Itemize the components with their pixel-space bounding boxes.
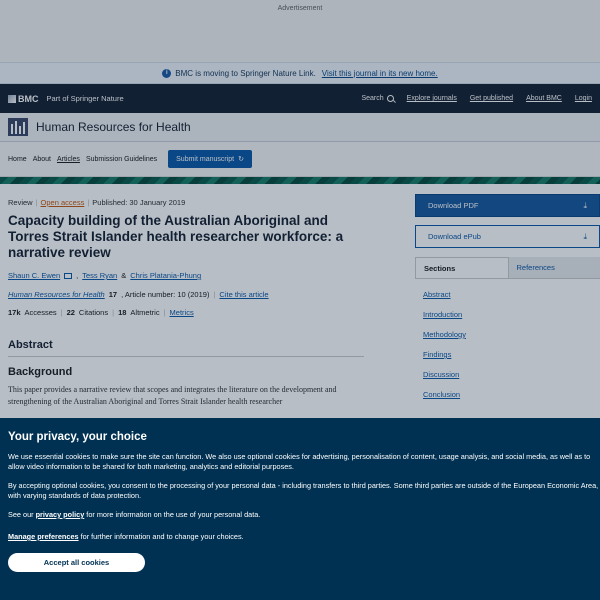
article-type: Review: [8, 198, 33, 207]
email-icon[interactable]: [64, 273, 72, 279]
citations-count: 22: [66, 308, 75, 317]
privacy-p3-pre: See our: [8, 510, 34, 519]
bmc-logo: [8, 94, 39, 104]
privacy-title: Your privacy, your choice: [8, 431, 147, 443]
migration-banner: [0, 62, 600, 84]
topnav-links: [361, 95, 592, 102]
subnav-submission-guidelines[interactable]: Submission Guidelines: [85, 155, 158, 163]
citations-label: Citations: [78, 308, 109, 317]
banner-link[interactable]: Visit this journal in its new home.: [321, 68, 438, 78]
subnav-about[interactable]: About: [32, 155, 51, 163]
published-date: Published: 30 January 2019: [92, 198, 186, 207]
accept-all-cookies-button[interactable]: Accept all cookies: [8, 553, 145, 572]
manage-text: for further information and to change your choices.: [80, 532, 244, 541]
cite-article-link[interactable]: Cite this article: [219, 290, 269, 299]
section-link-abstract[interactable]: Abstract: [423, 290, 451, 299]
article-sidebar: [415, 194, 600, 405]
article-title: Capacity building of the Australian Aboriginal and Torres Strait Islander health researcher workforce: a narrative review: [8, 213, 344, 260]
tab-sections[interactable]: Sections: [415, 257, 509, 278]
submit-label: Submit manuscript: [176, 155, 235, 163]
ad-bar: [0, 0, 600, 62]
nav-login[interactable]: Login: [574, 95, 592, 102]
nav-get-published[interactable]: Get published: [469, 95, 514, 102]
author-link[interactable]: Chris Platania-Phung: [130, 271, 202, 280]
journal-logo-icon[interactable]: [8, 118, 28, 136]
volume: 17: [108, 290, 118, 299]
banner-text: BMC is moving to Springer Nature Link.: [175, 68, 316, 78]
tab-references[interactable]: References: [509, 257, 600, 278]
search-label: Search: [361, 95, 384, 102]
privacy-paragraph-2: By accepting optional cookies, you consent to the processing of your personal data - including transfers to third parties. Some third parties are outside of the European Economic Area, with varying standards of data protection.: [8, 481, 599, 500]
author-list: Shaun C. Ewen , Tess Ryan & Chris Platania-Phung: [8, 271, 202, 280]
download-icon: ⤓: [583, 231, 587, 241]
external-link-icon: ↻: [238, 156, 244, 163]
download-icon: ⤓: [583, 200, 587, 210]
journal-subnav: [0, 142, 600, 177]
open-access-link[interactable]: Open access: [40, 198, 85, 207]
brand-name: BMC: [18, 93, 39, 104]
article-number: , Article number: 10 (2019): [121, 290, 210, 299]
section-link-methodology[interactable]: Methodology: [423, 330, 466, 339]
info-icon: i: [162, 69, 171, 78]
ad-label: Advertisement: [277, 5, 323, 12]
accesses-count: 17k: [8, 308, 21, 317]
article-metrics: 17k Accesses | 22 Citations | 18 Altmetric | Metrics: [8, 308, 194, 317]
part-of-label: Part of Springer Nature: [46, 94, 124, 103]
author-separator: &: [121, 271, 127, 280]
search-button[interactable]: [361, 95, 393, 102]
top-navigation: [0, 84, 600, 113]
section-link-findings[interactable]: Findings: [423, 350, 452, 359]
search-icon: [387, 95, 394, 102]
altmetric-count: 18: [118, 308, 127, 317]
section-link-conclusion[interactable]: Conclusion: [423, 390, 461, 399]
nav-explore-journals[interactable]: Explore journals: [406, 95, 457, 102]
brand[interactable]: [8, 94, 124, 104]
subnav-home[interactable]: Home: [8, 155, 27, 163]
manage-preferences-link[interactable]: Manage preferences: [8, 532, 79, 541]
manage-line: [8, 532, 592, 541]
cookie-consent-banner: [0, 418, 600, 600]
privacy-paragraph-3: [8, 510, 600, 520]
author-link[interactable]: Tess Ryan: [82, 271, 118, 280]
altmetric-label: Altmetric: [130, 308, 160, 317]
submit-manuscript-button[interactable]: [168, 150, 252, 168]
decorative-stripe: [0, 177, 600, 184]
download-epub-button[interactable]: [415, 225, 600, 248]
abstract-text: This paper provides a narrative review that scopes and integrates the literature on the development and strengthening of the Australian Aboriginal and Torres Strait Islander health researcher: [8, 385, 337, 406]
journal-header: [0, 113, 600, 142]
download-epub-label: Download ePub: [428, 232, 481, 241]
privacy-paragraph-1: We use essential cookies to make sure the site can function. We also use optional cookies for advertising, personalisation of content, usage analysis, and social media, as well as to allow video information to be shared for both marketing, analytics and editorial purposes.: [8, 452, 591, 471]
abstract-heading: Abstract: [8, 339, 364, 357]
sidebar-tabs: [415, 257, 600, 279]
article-main: [8, 198, 368, 408]
accesses-label: Accesses: [24, 308, 57, 317]
metrics-link[interactable]: Metrics: [169, 308, 194, 317]
section-list: [415, 285, 600, 405]
section-link-discussion[interactable]: Discussion: [423, 370, 460, 379]
author-link[interactable]: Shaun C. Ewen: [8, 271, 61, 280]
download-pdf-label: Download PDF: [428, 201, 479, 210]
article-meta: Review | Open access | Published: 30 January 2019: [8, 198, 186, 207]
nav-about-bmc[interactable]: About BMC: [526, 95, 562, 102]
privacy-policy-link[interactable]: privacy policy: [35, 510, 85, 519]
section-link-introduction[interactable]: Introduction: [423, 310, 463, 319]
background-heading: Background: [8, 366, 73, 378]
journal-title[interactable]: Human Resources for Health: [36, 120, 191, 134]
subnav-articles[interactable]: Articles: [56, 155, 80, 163]
privacy-p3-post: for more information on the use of your personal data.: [86, 510, 261, 519]
citation-line: Human Resources for Health 17 , Article number: 10 (2019) | Cite this article: [8, 290, 269, 299]
journal-name-link[interactable]: Human Resources for Health: [8, 290, 105, 299]
bmc-logo-icon: [8, 95, 16, 103]
download-pdf-button[interactable]: [415, 194, 600, 217]
